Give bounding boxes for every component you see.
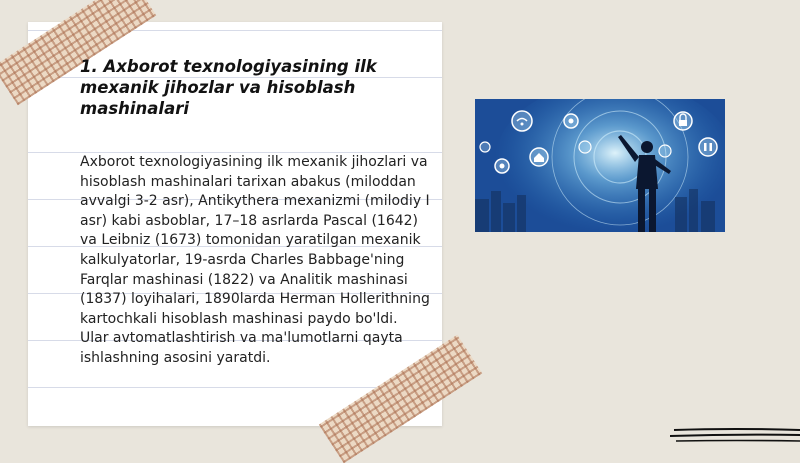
home-icon bbox=[530, 148, 548, 166]
slide-title: 1. Axborot texnologiyasining ilk mexanik jihozlar va hisoblash mashinalari bbox=[80, 57, 377, 118]
decorative-lines bbox=[670, 424, 800, 444]
pause-icon bbox=[699, 138, 717, 156]
cloud-icon bbox=[564, 114, 578, 128]
technology-illustration bbox=[475, 99, 725, 232]
technology-photo bbox=[475, 99, 725, 232]
wifi-icon bbox=[512, 111, 532, 131]
slide-body-text: Axborot texnologiyasining ilk mexanik jihozlari va hisoblash mashinalari tarixan abakus (miloddan avvalgi 3-2 asr), Antikythera mexanizmi (milodiy I asr) kabi asboblar, 17–18 asrlarda Pascal (1642) va Leibniz (1673) tomonidan yaratilgan mexanik kalkulyatorlar, 19-asrda Charles Babbage'ning Farqlar mashinasi (1822) va Analitik mashinasi (1837) loyihalari, 1890larda Herman Hollerithning kartochkali hisoblash mashinasi paydo bo'ldi. Ular avtomatlashtirish va ma'lumotlarni qayta ishlashning asosini yaratdi. bbox=[80, 154, 430, 366]
lock-icon bbox=[674, 112, 692, 130]
